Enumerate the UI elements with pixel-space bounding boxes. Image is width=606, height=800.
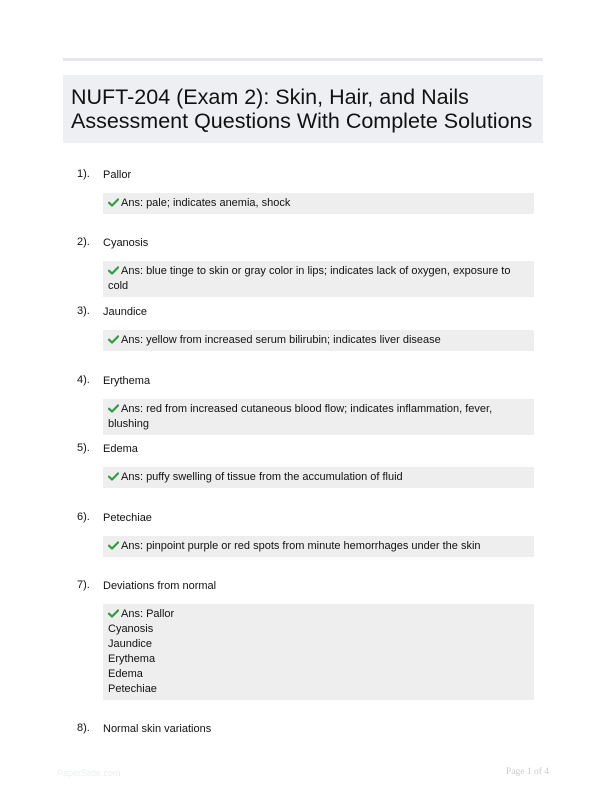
question-text: Pallor: [103, 169, 132, 181]
question-text: Cyanosis: [103, 237, 149, 249]
answer-line: Jaundice: [108, 638, 153, 650]
answer-line: Edema: [108, 668, 143, 680]
check-icon: [108, 472, 119, 481]
question-text: Deviations from normal: [103, 580, 217, 592]
answer-text: Ans: yellow from increased serum bilirubin; indicates liver disease: [121, 334, 441, 346]
question-number: 2).: [77, 236, 90, 248]
answer-text: Ans: pinpoint purple or red spots from minute hemorrhages under the skin: [121, 540, 481, 552]
question-text: Jaundice: [103, 306, 148, 318]
question-text: Erythema: [103, 375, 151, 387]
answer-text: Ans: Pallor: [121, 608, 175, 620]
question-number: 8).: [77, 722, 90, 734]
check-icon: [108, 609, 119, 618]
check-icon: [108, 541, 119, 550]
answer-box: [103, 193, 534, 214]
answer-line: Petechiae: [108, 683, 157, 695]
question-text: Edema: [103, 443, 138, 455]
title-box: [63, 75, 543, 143]
check-icon: [108, 335, 119, 344]
answer-box: [103, 399, 534, 435]
answer-box: [103, 604, 534, 700]
question-number: 6).: [77, 511, 90, 523]
check-icon: [108, 404, 119, 413]
answer-line: [108, 607, 530, 622]
answer-line: Cyanosis: [108, 623, 154, 635]
question-number: 3).: [77, 305, 90, 317]
question-number: 7).: [77, 579, 90, 591]
question-number: 5).: [77, 442, 90, 454]
answer-text: Ans: pale; indicates anemia, shock: [121, 197, 291, 209]
check-icon: [108, 198, 119, 207]
answer-text: Ans: puffy swelling of tissue from the accumulation of fluid: [121, 471, 403, 483]
answer-box: [103, 330, 534, 351]
question-number: 4).: [77, 374, 90, 386]
question-number: 1).: [77, 168, 90, 180]
page-number: Page 1 of 4: [505, 767, 549, 777]
question-text: Normal skin variations: [103, 723, 212, 735]
top-divider: [63, 58, 543, 61]
watermark-text: PaperSlide.com: [57, 768, 121, 778]
answer-box: [103, 467, 534, 488]
answer-text: Ans: red from increased cutaneous blood flow; indicates inflammation, fever, blushing: [108, 403, 493, 430]
check-icon: [108, 266, 119, 275]
answer-box: [103, 261, 534, 297]
page-title: NUFT-204 (Exam 2): Skin, Hair, and Nails Assessment Questions With Complete Solutions: [71, 85, 533, 133]
answer-box: [103, 536, 534, 557]
question-text: Petechiae: [103, 512, 152, 524]
answer-text: Ans: blue tinge to skin or gray color in lips; indicates lack of oxygen, exposure to cold: [108, 265, 511, 292]
answer-line: Erythema: [108, 653, 156, 665]
